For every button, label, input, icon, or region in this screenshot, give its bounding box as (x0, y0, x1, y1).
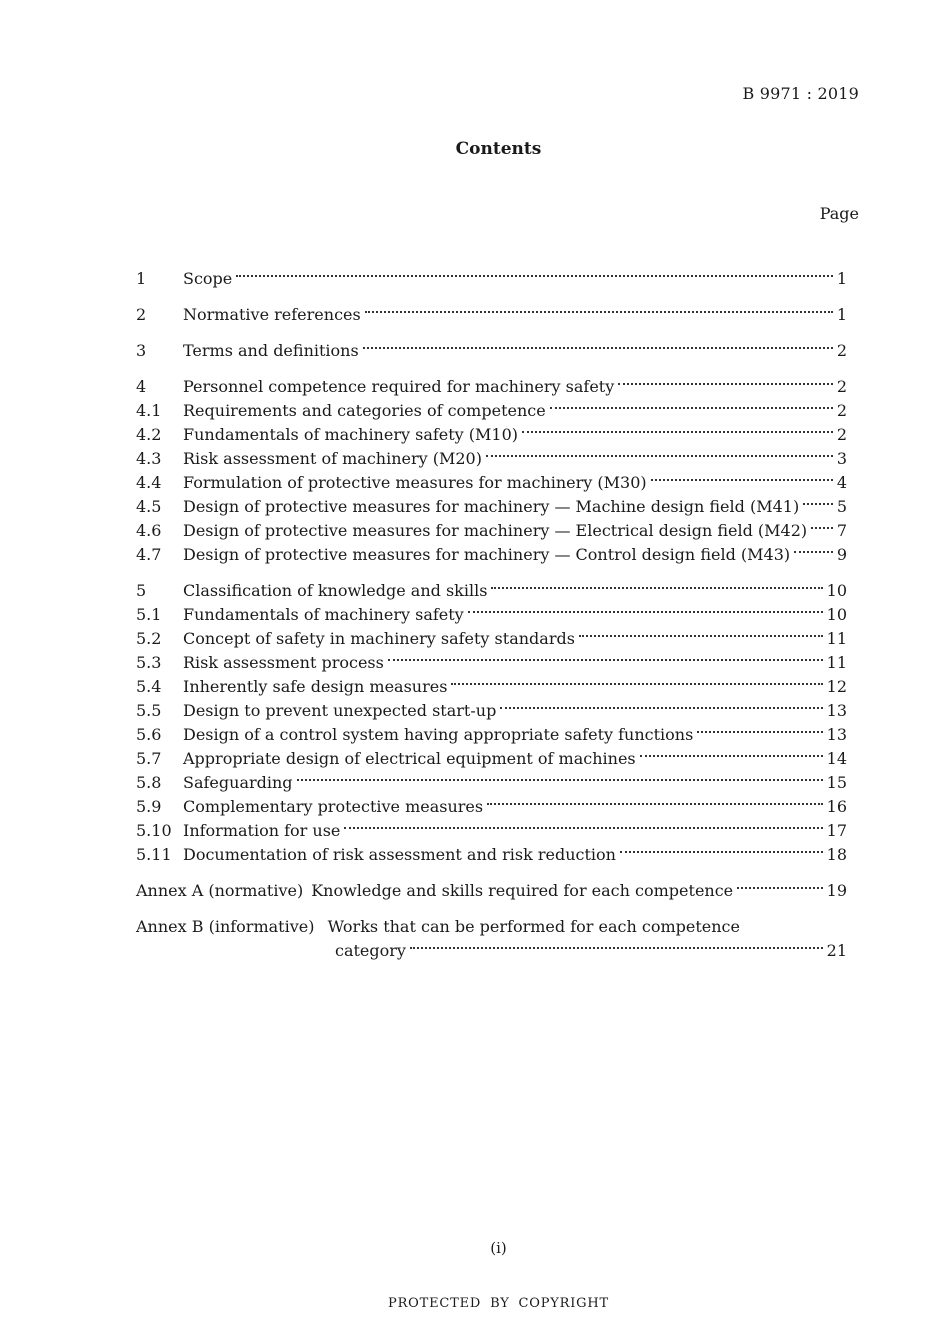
leader-dots (487, 803, 823, 805)
toc-entry[interactable] (136, 843, 847, 867)
toc-entry-number: 5 (136, 581, 147, 600)
toc-entry-number: 5.5 (136, 701, 162, 720)
toc-entry-title: Design to prevent unexpected start-up (183, 701, 497, 720)
toc-entry[interactable] (136, 819, 847, 843)
toc-entry[interactable] (136, 579, 847, 603)
toc-group (136, 303, 847, 327)
toc-entry[interactable] (136, 447, 847, 471)
toc-entry-number: 5.7 (136, 749, 162, 768)
toc-entry[interactable] (136, 519, 847, 543)
leader-dots (468, 611, 823, 613)
toc-entry[interactable] (136, 375, 847, 399)
toc-entry-title: Documentation of risk assessment and risk reduction (183, 845, 616, 864)
toc-entry[interactable] (136, 543, 847, 567)
toc-entry-title: Design of protective measures for machinery — Control design field (M43) (183, 545, 791, 564)
toc-entry-page: 1 (836, 269, 847, 288)
toc-entry-page: 3 (836, 449, 847, 468)
toc-entry-page: 4 (836, 473, 847, 492)
toc-entry-page: 14 (826, 749, 847, 768)
toc-entry[interactable] (136, 495, 847, 519)
toc-entry-title: Design of a control system having appropriate safety functions (183, 725, 694, 744)
leader-dots (803, 503, 833, 505)
toc-entry-page: 10 (826, 605, 847, 624)
leader-dots (618, 383, 833, 385)
annex-b-title-line1: Works that can be performed for each competence (327, 917, 740, 936)
leader-dots (500, 707, 822, 709)
toc-entry-number: 4.6 (136, 521, 162, 540)
toc-entry-number: 4 (136, 377, 147, 396)
toc-entry-title: Personnel competence required for machinery safety (183, 377, 615, 396)
leader-dots (651, 479, 833, 481)
toc-entry-number: 2 (136, 305, 147, 324)
leader-dots (363, 347, 833, 349)
leader-dots (550, 407, 833, 409)
toc-entry-page: 13 (826, 701, 847, 720)
toc-entry-title: Normative references (183, 305, 361, 324)
toc-entry[interactable] (136, 267, 847, 291)
toc-entry-number: 5.4 (136, 677, 162, 696)
leader-dots (811, 527, 833, 529)
leader-dots (388, 659, 823, 661)
toc-group (136, 375, 847, 567)
toc-entry-page: 11 (826, 653, 847, 672)
toc-entry-number: 4.3 (136, 449, 162, 468)
toc-entry-title: Design of protective measures for machinery — Electrical design field (M42) (183, 521, 808, 540)
leader-dots (737, 887, 823, 889)
toc-entry-title: Scope (183, 269, 233, 288)
toc-entry-annex-b[interactable] (136, 915, 847, 963)
toc-entry-page: 17 (826, 821, 847, 840)
toc-entry-number: 4.7 (136, 545, 162, 564)
toc-entry-page: 1 (836, 305, 847, 324)
toc-entry-title: Safeguarding (183, 773, 293, 792)
toc-entry-number: 5.9 (136, 797, 162, 816)
leader-dots (522, 431, 833, 433)
page-number: (i) (490, 1239, 507, 1257)
toc-entry-title: Inherently safe design measures (183, 677, 448, 696)
toc-entry-title: Complementary protective measures (183, 797, 484, 816)
toc-entry[interactable] (136, 423, 847, 447)
toc-entry-title: Terms and definitions (183, 341, 359, 360)
toc-entry-page: 16 (826, 797, 847, 816)
toc-entry[interactable] (136, 699, 847, 723)
toc-group (136, 339, 847, 363)
toc-entry-number: 1 (136, 269, 147, 288)
annex-b-title-line2: category (335, 941, 406, 960)
leader-dots (236, 275, 833, 277)
toc-entry[interactable] (136, 603, 847, 627)
leader-dots (620, 851, 823, 853)
toc-entry-annex-a[interactable] (136, 879, 847, 903)
leader-dots (794, 551, 833, 553)
toc-entry-page: 11 (826, 629, 847, 648)
toc-entry[interactable] (136, 339, 847, 363)
leader-dots (297, 779, 823, 781)
toc-group (136, 267, 847, 291)
toc-entry-page: 13 (826, 725, 847, 744)
table-of-contents (136, 267, 847, 963)
toc-entry-page: 2 (836, 377, 847, 396)
toc-entry-number: 5.11 (136, 845, 172, 864)
toc-entry-page: 5 (836, 497, 847, 516)
page-column-label: Page (819, 204, 859, 223)
toc-entry[interactable] (136, 303, 847, 327)
toc-entry-title: Information for use (183, 821, 341, 840)
toc-entry-number: 5.2 (136, 629, 162, 648)
toc-entry-number: 4.2 (136, 425, 162, 444)
toc-entry-page: 2 (836, 341, 847, 360)
toc-entry-number: 5.1 (136, 605, 162, 624)
annex-b-label: Annex B (informative) (136, 917, 315, 936)
toc-entry-title: Requirements and categories of competence (183, 401, 546, 420)
toc-entry-title: Design of protective measures for machinery — Machine design field (M41) (183, 497, 800, 516)
toc-entry[interactable] (136, 771, 847, 795)
leader-dots (640, 755, 823, 757)
toc-entry-page: 10 (826, 581, 847, 600)
toc-entry-title: Appropriate design of electrical equipment of machines (183, 749, 636, 768)
toc-entry-title: Risk assessment process (183, 653, 384, 672)
leader-dots (491, 587, 822, 589)
toc-entry[interactable] (136, 471, 847, 495)
toc-entry-number: 4.5 (136, 497, 162, 516)
leader-dots (344, 827, 822, 829)
toc-entry-page: 2 (836, 401, 847, 420)
leader-dots (697, 731, 822, 733)
toc-entry[interactable] (136, 723, 847, 747)
annex-a-label: Annex A (normative) (136, 881, 304, 900)
toc-entry-title: Classification of knowledge and skills (183, 581, 488, 600)
toc-entry[interactable] (136, 675, 847, 699)
toc-entry-title: Fundamentals of machinery safety (183, 605, 464, 624)
toc-entry-number: 5.8 (136, 773, 162, 792)
leader-dots (410, 947, 823, 949)
toc-entry[interactable] (136, 795, 847, 819)
annex-b-page: 21 (826, 941, 847, 960)
toc-entry-page: 2 (836, 425, 847, 444)
toc-entry-title: Risk assessment of machinery (M20) (183, 449, 482, 468)
toc-entry-page: 9 (836, 545, 847, 564)
toc-entry-page: 12 (826, 677, 847, 696)
leader-dots (579, 635, 823, 637)
toc-entry[interactable] (136, 627, 847, 651)
toc-entry-number: 5.3 (136, 653, 162, 672)
toc-entry-number: 4.4 (136, 473, 162, 492)
leader-dots (365, 311, 833, 313)
toc-entry-title: Fundamentals of machinery safety (M10) (183, 425, 519, 444)
toc-entry-page: 7 (836, 521, 847, 540)
toc-entry[interactable] (136, 651, 847, 675)
toc-entry[interactable] (136, 747, 847, 771)
toc-entry-page: 18 (826, 845, 847, 864)
toc-entry-title: Concept of safety in machinery safety standards (183, 629, 575, 648)
toc-entry-title: Formulation of protective measures for machinery (M30) (183, 473, 647, 492)
toc-entry-number: 5.6 (136, 725, 162, 744)
document-code: B 9971 : 2019 (742, 84, 859, 103)
toc-entry-number: 4.1 (136, 401, 162, 420)
toc-entry-number: 3 (136, 341, 147, 360)
toc-entry-page: 15 (826, 773, 847, 792)
leader-dots (451, 683, 822, 685)
leader-dots (486, 455, 833, 457)
annex-a-title: Knowledge and skills required for each competence (311, 881, 734, 900)
page-title: Contents (455, 139, 542, 159)
toc-entry-number: 5.10 (136, 821, 172, 840)
copyright-notice: PROTECTED BY COPYRIGHT (388, 1296, 609, 1311)
toc-entry[interactable] (136, 399, 847, 423)
toc-group (136, 579, 847, 867)
annex-a-page: 19 (826, 881, 847, 900)
